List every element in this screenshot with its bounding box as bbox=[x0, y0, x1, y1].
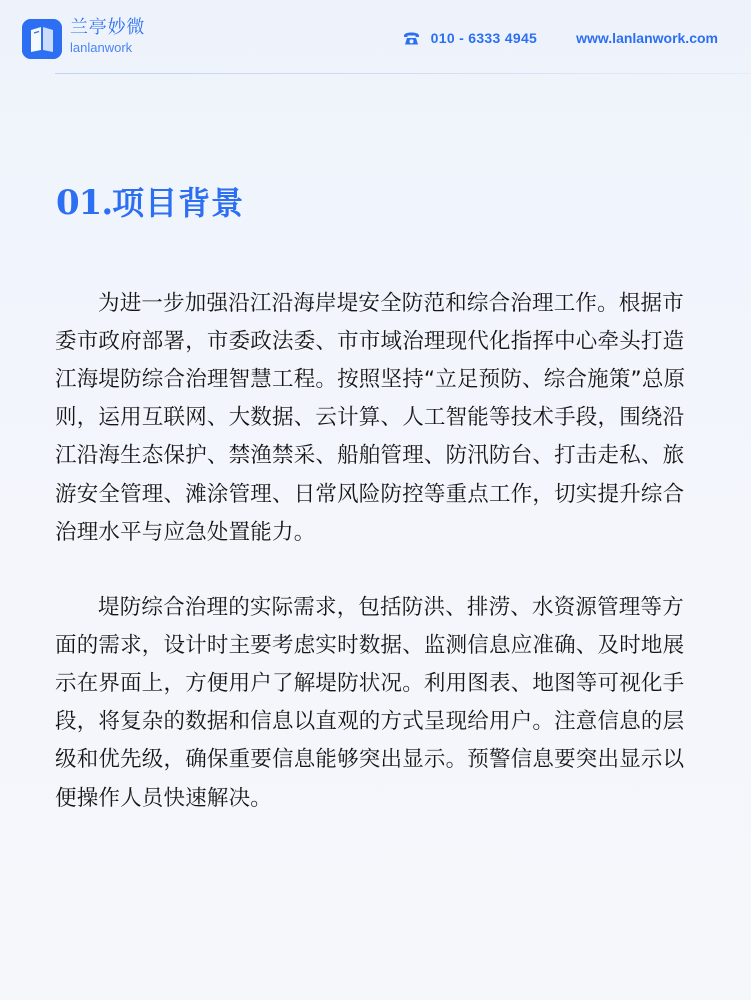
phone-number: 010 - 6333 4945 bbox=[430, 30, 538, 46]
open-book-icon bbox=[22, 19, 62, 59]
contact-info bbox=[403, 30, 718, 46]
header-divider bbox=[55, 73, 750, 74]
paragraph-background: 为进一步加强沿江沿海岸堤安全防范和综合治理工作。根据市委市政府部署，市委政法委、市市域治理现代化指挥中心牵头打造江海堤防综合治理智慧工程。按照坚持“立足预防、综合施策”总原则，运用互联网、大数据、云计算、人工智能等技术手段，围绕沿江沿海生态保护、禁渔禁采、船舶管理、防汛防台、打击走私、旅游安全管理、滩涂管理、日常风险防控等重点工作，切实提升综合治理水平与应急处置能力。 bbox=[55, 290, 686, 545]
section-number: 01. bbox=[56, 183, 113, 223]
telephone-icon bbox=[403, 31, 420, 46]
website-link[interactable]: www.lanlanwork.com bbox=[576, 30, 718, 46]
section-heading bbox=[56, 178, 244, 224]
brand bbox=[70, 19, 145, 54]
header bbox=[0, 0, 751, 78]
section-title: 项目背景 bbox=[112, 184, 245, 222]
brand-subtitle: lanlanwork bbox=[70, 40, 133, 55]
brand-name: 兰亭妙微 bbox=[70, 17, 146, 38]
paragraph-requirements: 堤防综合治理的实际需求，包括防洪、排涝、水资源管理等方面的需求，设计时主要考虑实时数据、监测信息应准确、及时地展示在界面上，方便用户了解堤防状况。利用图表、地图等可视化手段，将复杂的数据和信息以直观的方式呈现给用户。注意信息的层级和优先级，确保重要信息能够突出显示。预警信息要突出显示以便操作人员快速解决。 bbox=[55, 594, 685, 811]
